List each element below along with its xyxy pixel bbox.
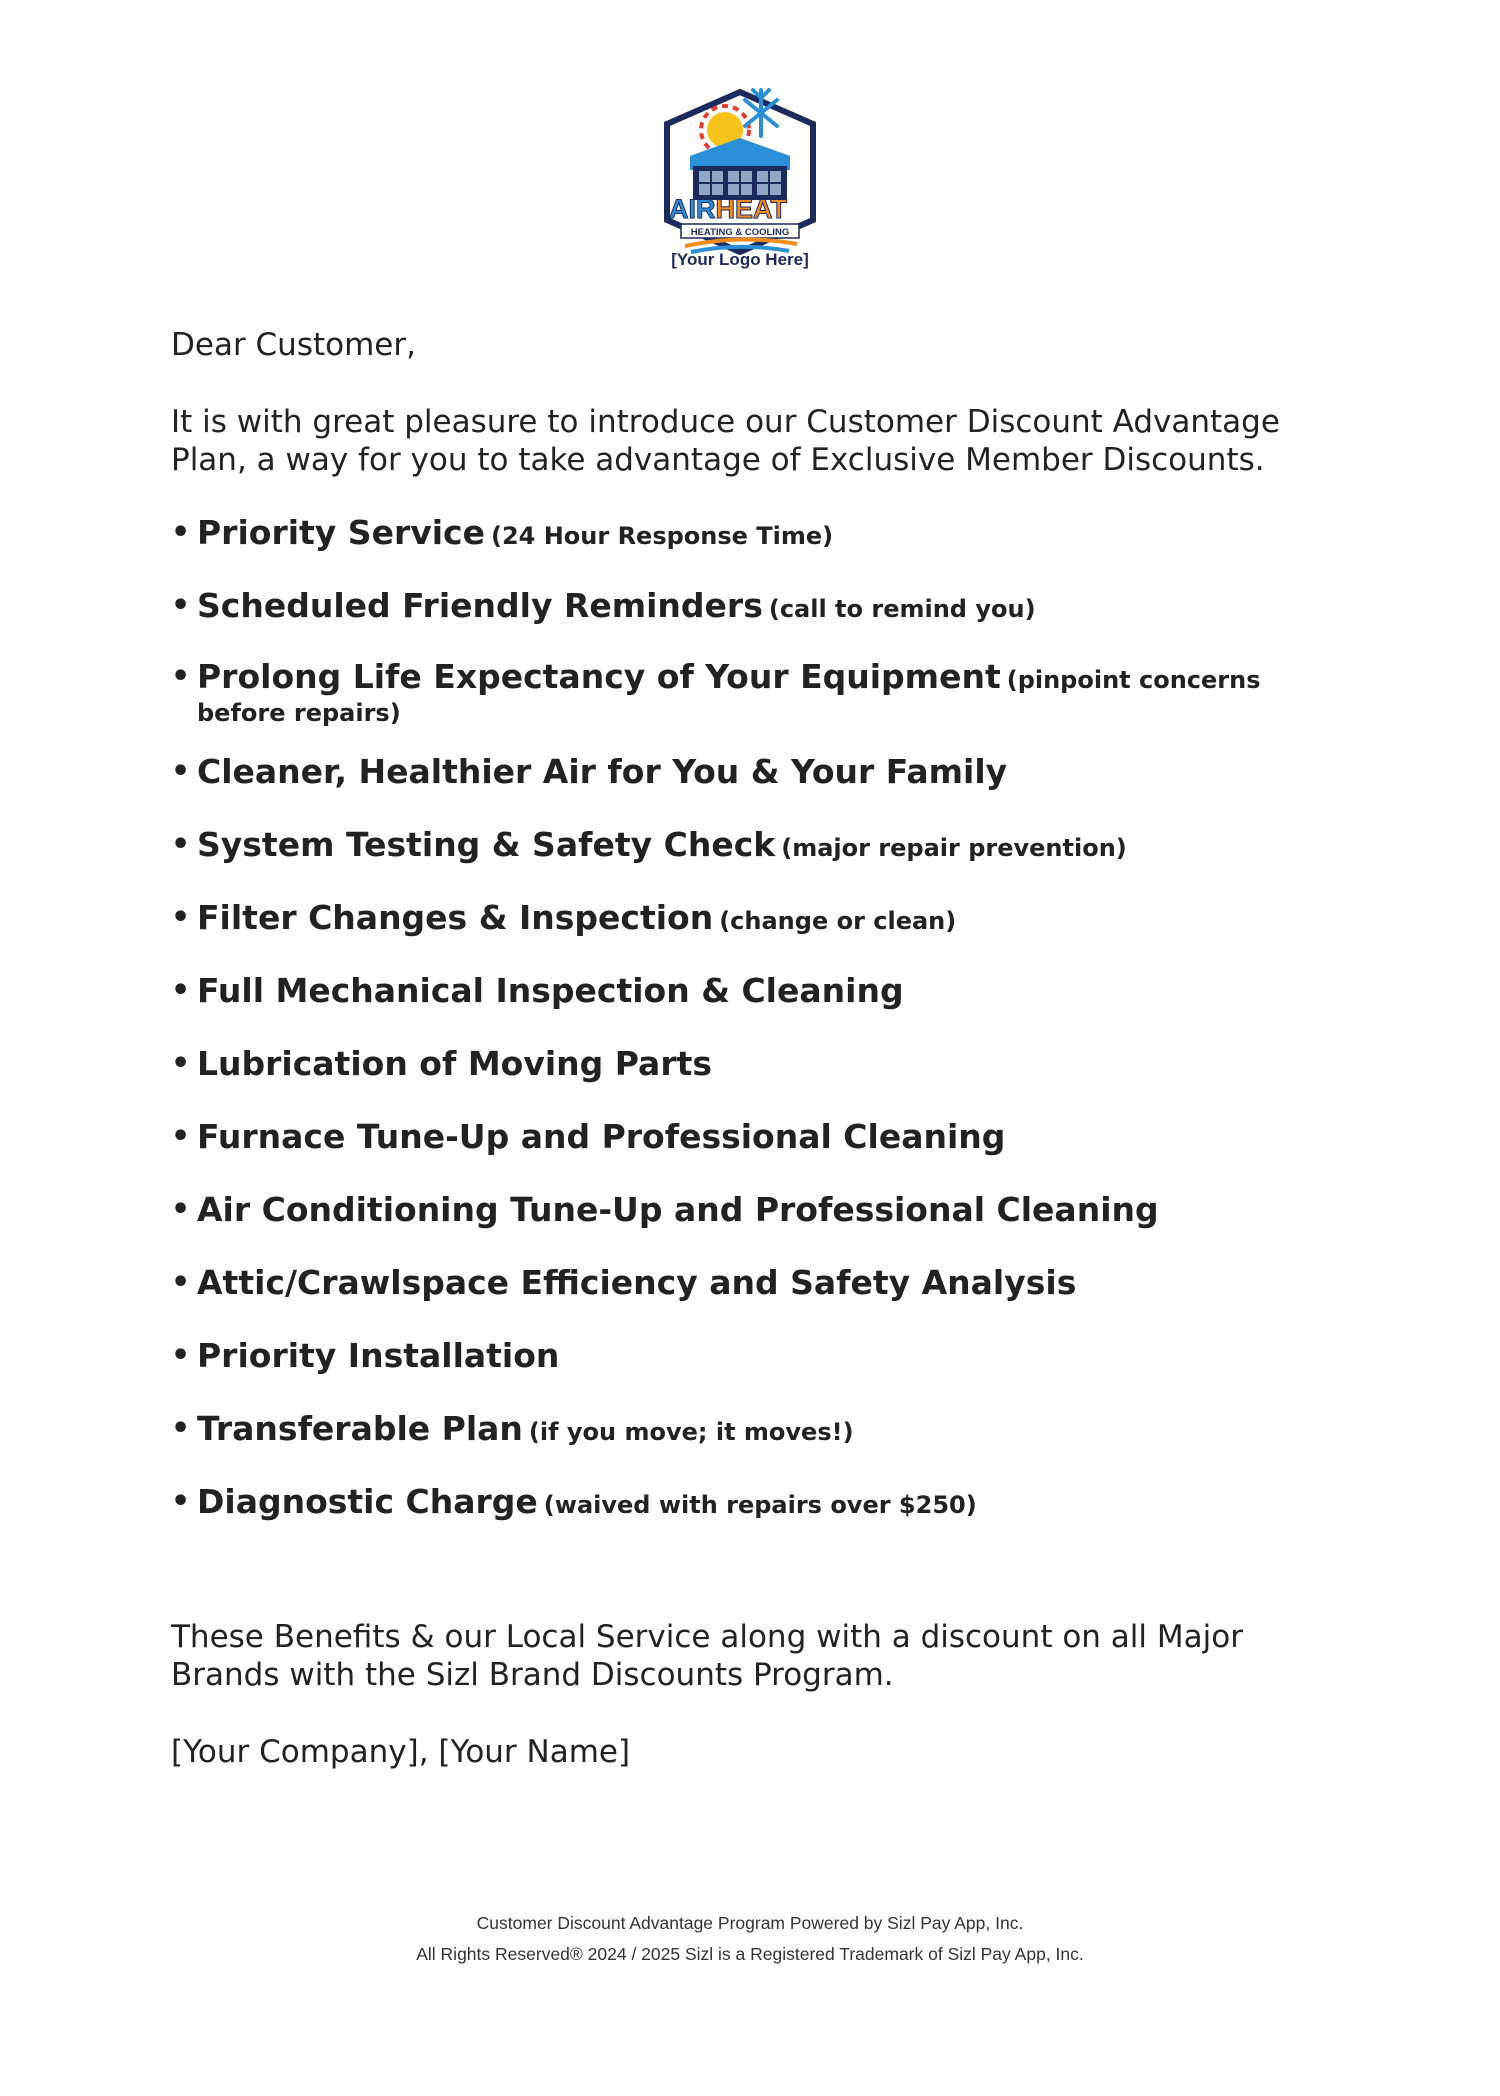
benefit-note: (major repair prevention) xyxy=(781,834,1127,862)
greeting: Dear Customer, xyxy=(171,327,416,363)
logo-caption: [Your Logo Here] xyxy=(671,250,809,269)
bullet: • xyxy=(171,1192,191,1227)
closing-paragraph: These Benefits & our Local Service along with a discount on all Major Brands with the Sizl Brand Discounts Program. xyxy=(171,1619,1243,1693)
benefit-item xyxy=(171,657,1311,731)
bullet: • xyxy=(171,973,191,1008)
bullet: • xyxy=(171,1265,191,1300)
benefit-item xyxy=(171,1411,1311,1453)
benefit-item xyxy=(171,827,1311,869)
bullet: • xyxy=(171,588,191,623)
airheat-logo-icon xyxy=(655,78,825,278)
benefit-note: (change or clean) xyxy=(719,907,957,935)
benefit-title: Priority Installation xyxy=(197,1336,560,1375)
bullet: • xyxy=(171,1338,191,1373)
benefit-title: Prolong Life Expectancy of Your Equipment xyxy=(197,657,1001,696)
benefit-item xyxy=(171,754,1311,796)
benefit-note: (if you move; it moves!) xyxy=(528,1418,854,1446)
benefit-title: System Testing & Safety Check xyxy=(197,825,776,864)
bullet: • xyxy=(171,754,191,789)
bullet: • xyxy=(171,900,191,935)
benefit-title: Priority Service xyxy=(197,513,485,552)
benefit-note: (pinpoint concerns before repairs) xyxy=(197,666,1261,727)
benefits-list xyxy=(171,515,1311,1526)
benefit-title: Furnace Tune-Up and Professional Cleaning xyxy=(197,1117,1006,1156)
benefit-title: Transferable Plan xyxy=(197,1409,523,1448)
benefit-item xyxy=(171,1046,1311,1088)
benefit-title: Full Mechanical Inspection & Cleaning xyxy=(197,971,904,1010)
bullet: • xyxy=(171,1484,191,1519)
bullet: • xyxy=(171,515,191,550)
benefit-item xyxy=(171,515,1311,557)
benefit-item xyxy=(171,1265,1311,1307)
benefit-item xyxy=(171,588,1311,630)
benefit-title: Diagnostic Charge xyxy=(197,1482,538,1521)
benefit-item xyxy=(171,900,1311,942)
benefit-title: Filter Changes & Inspection xyxy=(197,898,714,937)
benefit-title: Scheduled Friendly Reminders xyxy=(197,586,763,625)
benefit-title: Lubrication of Moving Parts xyxy=(197,1044,713,1083)
bullet: • xyxy=(171,1046,191,1081)
footer-line-2: All Rights Reserved® 2024 / 2025 Sizl is a Registered Trademark of Sizl Pay App, Inc. xyxy=(416,1944,1084,1964)
intro-paragraph: It is with great pleasure to introduce our Customer Discount Advantage Plan, a way for you to take advantage of Exclusive Member Discounts. xyxy=(171,404,1280,478)
benefit-title: Attic/Crawlspace Efficiency and Safety Analysis xyxy=(197,1263,1077,1302)
bullet: • xyxy=(171,1119,191,1154)
benefit-note: (24 Hour Response Time) xyxy=(491,522,834,550)
benefit-item xyxy=(171,1192,1311,1234)
benefit-title: Cleaner, Healthier Air for You & Your Family xyxy=(197,752,1008,791)
letter-body xyxy=(171,326,1311,1771)
signature: [Your Company], [Your Name] xyxy=(171,1734,631,1770)
bullet: • xyxy=(171,659,191,694)
benefit-item xyxy=(171,1338,1311,1380)
bullet: • xyxy=(171,827,191,862)
benefit-item xyxy=(171,973,1311,1015)
benefit-title: Air Conditioning Tune-Up and Professional Cleaning xyxy=(197,1190,1159,1229)
footer xyxy=(0,1908,1500,1970)
bullet: • xyxy=(171,1411,191,1446)
benefit-note: (waived with repairs over $250) xyxy=(543,1491,977,1519)
brand-wordmark: AIRHEAT xyxy=(669,194,787,224)
footer-line-1: Customer Discount Advantage Program Powered by Sizl Pay App, Inc. xyxy=(476,1913,1024,1933)
benefit-item xyxy=(171,1484,1311,1526)
benefit-item xyxy=(171,1119,1311,1161)
benefit-note: (call to remind you) xyxy=(768,595,1036,623)
company-logo xyxy=(655,78,825,278)
brand-subtitle: HEATING & COOLING xyxy=(690,227,790,238)
